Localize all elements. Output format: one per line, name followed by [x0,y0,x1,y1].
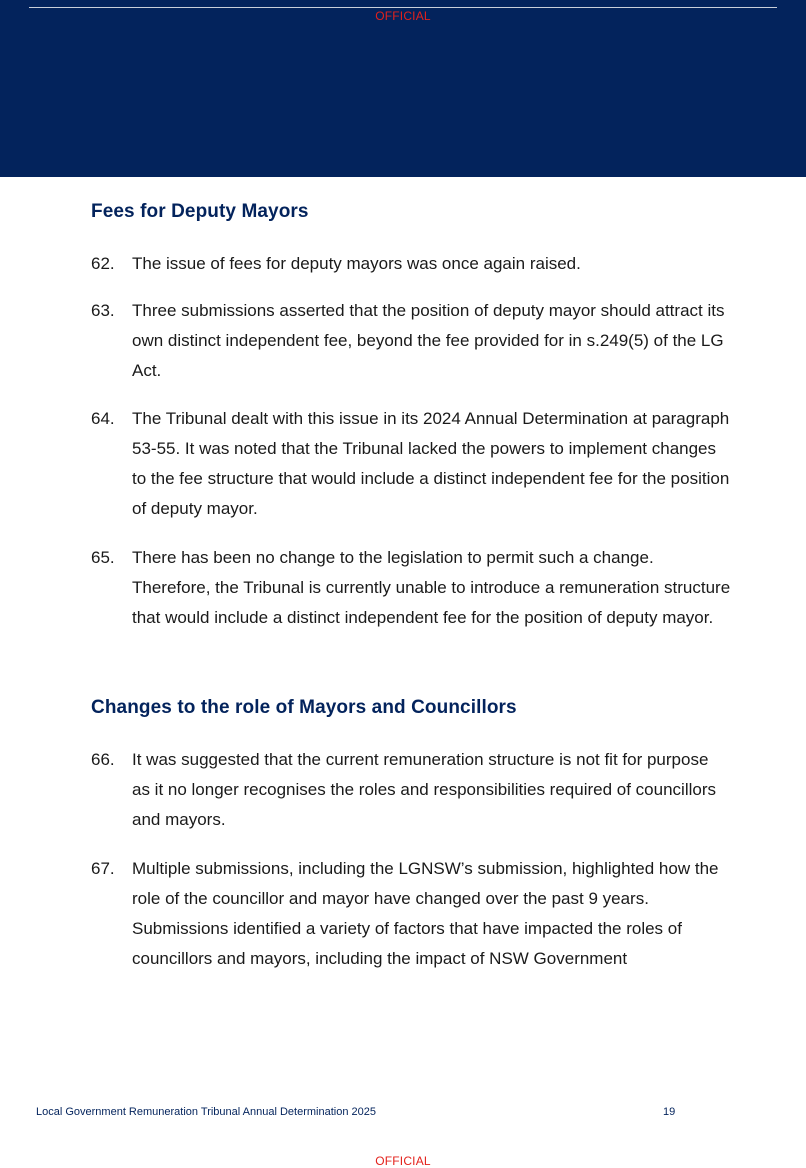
security-marking-bottom: OFFICIAL [375,1154,431,1168]
paragraph-number: 66. [91,750,115,769]
paragraph-64 [91,404,731,524]
paragraph-63 [91,296,731,386]
paragraph-number: 65. [91,548,115,567]
security-marking-top: OFFICIAL [375,9,431,23]
section-heading-role-changes: Changes to the role of Mayors and Councillors [91,697,517,718]
footer-page-number: 19 [663,1106,676,1118]
paragraph-66 [91,745,731,835]
paragraph-text: There has been no change to the legislation to permit such a change. Therefore, the Tribunal is currently unable to introduce a remuneration structure that would include a distinct independent fee for the position of deputy mayor. [132,548,731,627]
paragraph-text: The issue of fees for deputy mayors was once again raised. [132,254,581,273]
paragraph-67 [91,854,731,974]
footer-document-title: Local Government Remuneration Tribunal Annual Determination 2025 [36,1106,376,1118]
header-rule [29,7,777,8]
paragraph-65 [91,543,731,633]
paragraph-62 [91,249,731,279]
section-heading-deputy-mayors: Fees for Deputy Mayors [91,201,309,222]
paragraph-number: 67. [91,859,115,878]
header-band [0,0,806,177]
paragraph-text: The Tribunal dealt with this issue in its 2024 Annual Determination at paragraph 53-55. It was noted that the Tribunal lacked the powers to implement changes to the fee structure that would include a distinct independent fee for the position of deputy mayor. [132,409,730,518]
paragraph-text: Multiple submissions, including the LGNSW’s submission, highlighted how the role of the councillor and mayor have changed over the past 9 years. Submissions identified a variety of factors that have impacted the roles of councillors and mayors, including the impact of NSW Government [132,859,719,968]
paragraph-text: It was suggested that the current remuneration structure is not fit for purpose as it no longer recognises the roles and responsibilities required of councillors and mayors. [132,750,716,829]
paragraph-number: 62. [91,254,115,273]
paragraph-text: Three submissions asserted that the position of deputy mayor should attract its own distinct independent fee, beyond the fee provided for in s.249(5) of the LG Act. [132,301,725,380]
paragraph-number: 63. [91,301,115,320]
paragraph-number: 64. [91,409,115,428]
